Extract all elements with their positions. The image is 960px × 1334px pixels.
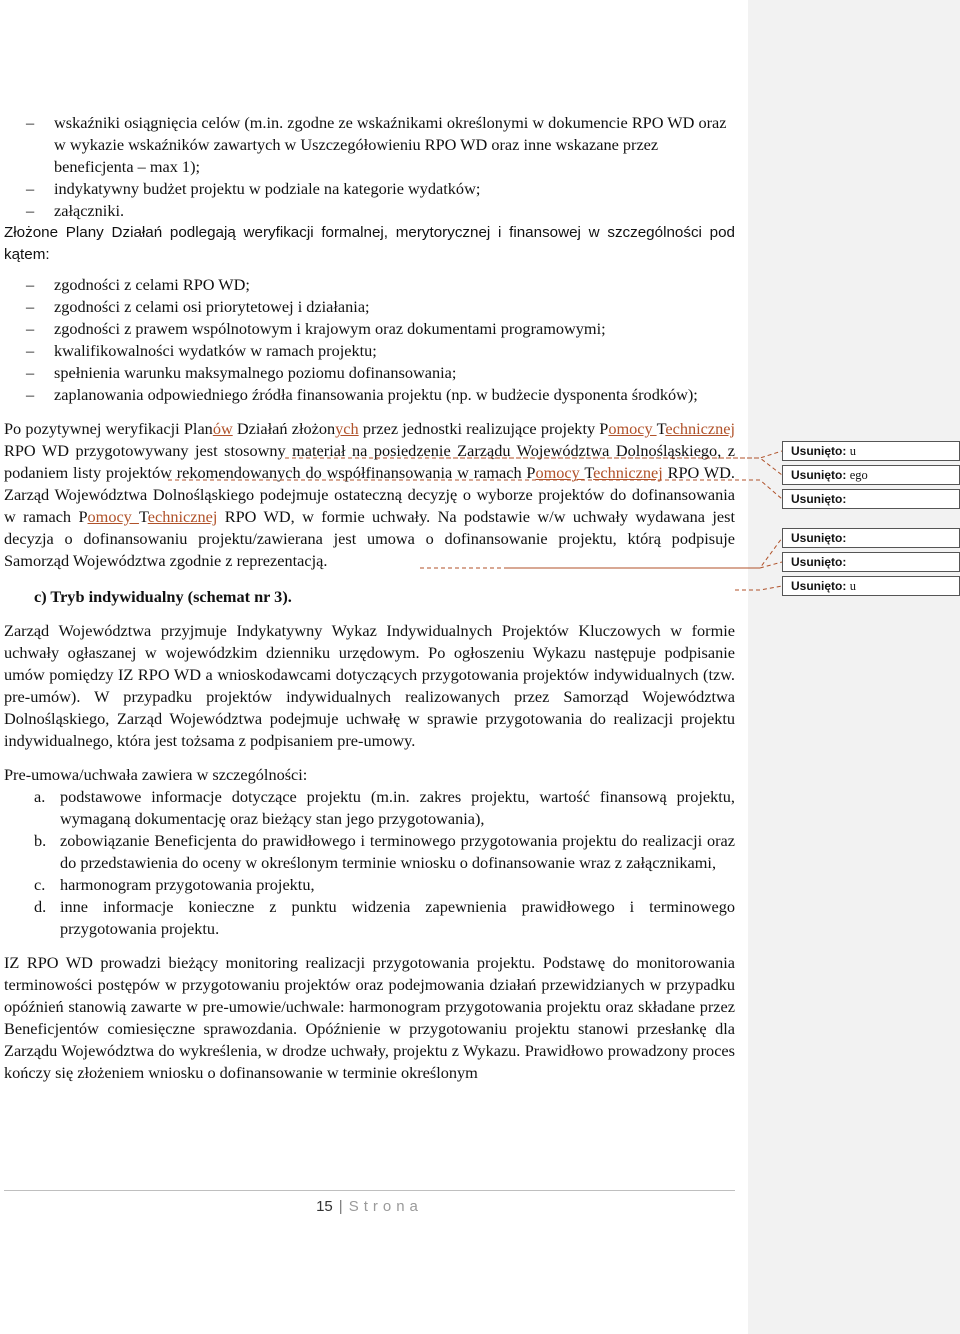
section-heading: c) Tryb indywidualny (schemat nr 3). bbox=[34, 587, 292, 606]
revision-label: Usunięto: bbox=[791, 531, 847, 545]
text-run: przez jednostki realizujące projekty P bbox=[358, 419, 609, 438]
tracked-insertion: omocy bbox=[87, 507, 139, 526]
list-item: – indykatywny budżet projektu w podziale na kategorie wydatków; bbox=[4, 178, 735, 200]
text-run: Po pozytywnej weryfikacji Plan bbox=[4, 419, 213, 438]
text-run: RPO WD przygotowywany jest stosowny materiał na posiedzenie Zarządu Województwa Dolnośląskiego, z podaniem listy projektów rekomendowanych do współfinansowania w ramach P bbox=[4, 441, 735, 482]
verification-intro: Złożone Plany Działań podlegają weryfikacji formalnej, merytorycznej i finansowej w szczególności pod kątem: bbox=[4, 224, 735, 263]
tracked-insertion: echnicznej bbox=[593, 463, 663, 482]
revision-balloon[interactable] bbox=[782, 465, 960, 485]
individual-mode-paragraph: Zarząd Województwa przyjmuje Indykatywny Wykaz Indywidualnych Projektów Kluczowych w formie uchwały ogłaszanej w wojewódzkim dzienniku urzędowym. Po ogłoszeniu Wykazu następuje podpisanie umów pomiędzy IZ RPO WD a wnioskodawcami dotyczących przygotowania projektów indywidualnych (tzw. pre-umów). W przypadku projektów indywidualnych realizowanych przez Samorząd Województwa Dolnośląskiego, Zarząd Województwa podejmuje uchwałę w sprawie przygotowania do realizacji projektu indywidualnego, która jest tożsama z podpisaniem pre-umowy. bbox=[4, 621, 735, 750]
list-marker: b. bbox=[34, 831, 47, 850]
revision-value: ego bbox=[849, 468, 868, 482]
text-run: T bbox=[656, 419, 666, 438]
revision-label: Usunięto: bbox=[791, 555, 847, 569]
preumowa-list bbox=[4, 786, 735, 940]
revision-value: u bbox=[849, 579, 856, 593]
list-item-text: inne informacje konieczne z punktu widzenia zapewnienia prawidłowego i terminowego przygotowania projektu. bbox=[60, 897, 735, 938]
text-run: RPO WD, w formie uchwały. Na podstawie w/w uchwały wydawana jest decyzja o dofinansowaniu projektu/zawierana jest umowa o dofinansowanie projektu, którą podpisuje Samorząd Województwa zgodnie z reprezentacją. bbox=[4, 507, 736, 570]
revision-balloon[interactable] bbox=[782, 552, 960, 572]
revision-label: Usunięto: bbox=[791, 492, 847, 506]
list-marker: a. bbox=[34, 787, 46, 806]
list-item bbox=[4, 874, 735, 896]
document-page-body bbox=[4, 112, 735, 1084]
revision-label: Usunięto: bbox=[791, 468, 847, 482]
list-item-text: harmonogram przygotowania projektu, bbox=[60, 875, 315, 894]
revision-margin-pane bbox=[748, 0, 960, 1334]
revision-label: Usunięto: bbox=[791, 579, 847, 593]
list-item: – zgodności z celami osi priorytetowej i działania; bbox=[4, 296, 735, 318]
list-item bbox=[4, 830, 735, 874]
revision-balloon[interactable] bbox=[782, 576, 960, 596]
page-number: 15 bbox=[316, 1198, 333, 1215]
tracked-insertion: omocy bbox=[535, 463, 585, 482]
footer-divider bbox=[4, 1190, 735, 1191]
list-marker: c. bbox=[34, 875, 46, 894]
list-item: – zgodności z prawem wspólnotowym i krajowym oraz dokumentami programowymi; bbox=[4, 318, 735, 340]
list-item-text: zobowiązanie Beneficjenta do prawidłowego i terminowego przygotowania projektu do realizacji oraz do przedstawienia do oceny w określonym terminie wniosku o dofinansowanie wraz z załącznikami, bbox=[60, 831, 735, 872]
tracked-insertion: omocy bbox=[608, 419, 657, 438]
list-marker: d. bbox=[34, 897, 47, 916]
revision-balloon[interactable] bbox=[782, 441, 960, 461]
text-run: T bbox=[138, 507, 148, 526]
preumowa-intro: Pre-umowa/uchwała zawiera w szczególności: bbox=[4, 765, 308, 784]
tracked-insertion: echnicznej bbox=[665, 419, 735, 438]
list-item: – spełnienia warunku maksymalnego poziomu dofinansowania; bbox=[4, 362, 735, 384]
list-item bbox=[4, 896, 735, 940]
list-item: – zgodności z celami RPO WD; bbox=[4, 274, 735, 296]
tracked-insertion: ych bbox=[335, 419, 359, 438]
text-run: T bbox=[584, 463, 594, 482]
list-item-text: podstawowe informacje dotyczące projektu (m.in. zakres projektu, wartość finansową projektu, wymaganą dokumentację oraz bieżący stan jego przygotowania), bbox=[60, 787, 735, 828]
revision-balloon[interactable] bbox=[782, 489, 960, 509]
monitoring-paragraph: IZ RPO WD prowadzi bieżący monitoring realizacji przygotowania projektu. Podstawę do monitorowania terminowości postępów w przygotowaniu projektów oraz podejmowania działań przewidzianych w przypadku opóźnień stanowią zawarte w pre-umowie/uchwale: harmonogram przygotowania projektu oraz składane przez Beneficjentów comiesięczne sprawozdania. Opóźnienie w przygotowaniu projektu stanowi przesłankę dla Zarządu Województwa do wykreślenia, w drodze uchwały, projektu z Wykazu. Prawidłowo prowadzony proces kończy się złożeniem wniosku o dofinansowanie w terminie określonym bbox=[4, 953, 735, 1082]
list-item: – wskaźniki osiągnięcia celów (m.in. zgodne ze wskaźnikami określonymi w dokumencie RPO WD oraz w wykazie wskaźników zawartych w Uszczegółowieniu RPO WD oraz inne wskazane przez beneficjenta – max 1); bbox=[4, 112, 735, 178]
revision-value: u bbox=[849, 444, 856, 458]
list-item: – kwalifikowalności wydatków w ramach projektu; bbox=[4, 340, 735, 362]
verification-bullet-list bbox=[4, 274, 735, 406]
text-run: Działań złożon bbox=[232, 419, 336, 438]
tracked-insertion: ów bbox=[212, 419, 233, 438]
tracked-insertion: echnicznej bbox=[147, 507, 218, 526]
text-run: RPO WD. Zarząd Województwa Dolnośląskiego podejmuje ostateczną decyzję o wyborze projektów do dofinansowania w ramach P bbox=[4, 463, 735, 526]
list-item: – zaplanowania odpowiedniego źródła finansowania projektu (np. w budżecie dysponenta środków); bbox=[4, 384, 735, 406]
list-item: – załączniki. bbox=[4, 200, 735, 222]
list-item bbox=[4, 786, 735, 830]
footer-page-word: Strona bbox=[348, 1198, 423, 1215]
page-footer bbox=[4, 1198, 735, 1215]
positive-verification-paragraph bbox=[4, 418, 735, 572]
revision-label: Usunięto: bbox=[791, 444, 847, 458]
top-bullet-list bbox=[4, 112, 735, 222]
footer-separator: | bbox=[338, 1198, 343, 1215]
revision-balloon[interactable] bbox=[782, 528, 960, 548]
